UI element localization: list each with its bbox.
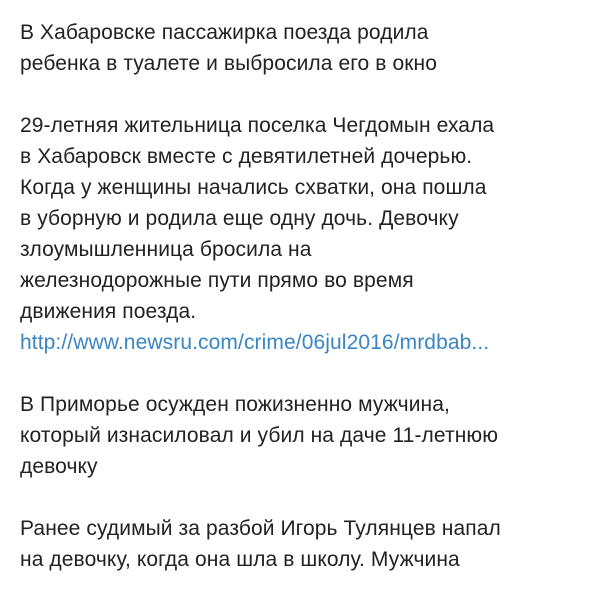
news-summary	[20, 110, 592, 358]
news-feed	[20, 17, 592, 606]
summary-line: злоумышленница бросила на	[20, 238, 312, 261]
summary-line: 29-летняя жительница поселка Чегдомын ехала	[20, 114, 495, 137]
summary-line: движения поезда.	[20, 300, 197, 323]
summary-line: железнодорожные пути прямо во время	[20, 269, 414, 292]
headline-line: В Хабаровске пассажирка поезда родила	[20, 21, 429, 44]
summary-line: в Хабаровск вместе с девятилетней дочерью.	[20, 145, 473, 168]
news-summary	[20, 513, 592, 575]
summary-line: на девочку, когда она шла в школу. Мужчина	[20, 548, 460, 571]
summary-line: в уборную и родила еще одну дочь. Девочку	[20, 207, 459, 230]
headline-line: девочку	[20, 455, 98, 478]
summary-line: Ранее судимый за разбой Игорь Тулянцев напал	[20, 517, 501, 540]
headline-line: В Приморье осужден пожизненно мужчина,	[20, 393, 450, 416]
news-headline	[20, 389, 592, 482]
article-link[interactable]: http://www.newsru.com/crime/06jul2016/mrdbab...	[20, 331, 490, 354]
headline-line: который изнасиловал и убил на даче 11-летнюю	[20, 424, 499, 447]
headline-line: ребенка в туалете и выбросила его в окно	[20, 52, 437, 75]
summary-line: Когда у женщины начались схватки, она пошла	[20, 176, 487, 199]
news-headline	[20, 17, 592, 79]
